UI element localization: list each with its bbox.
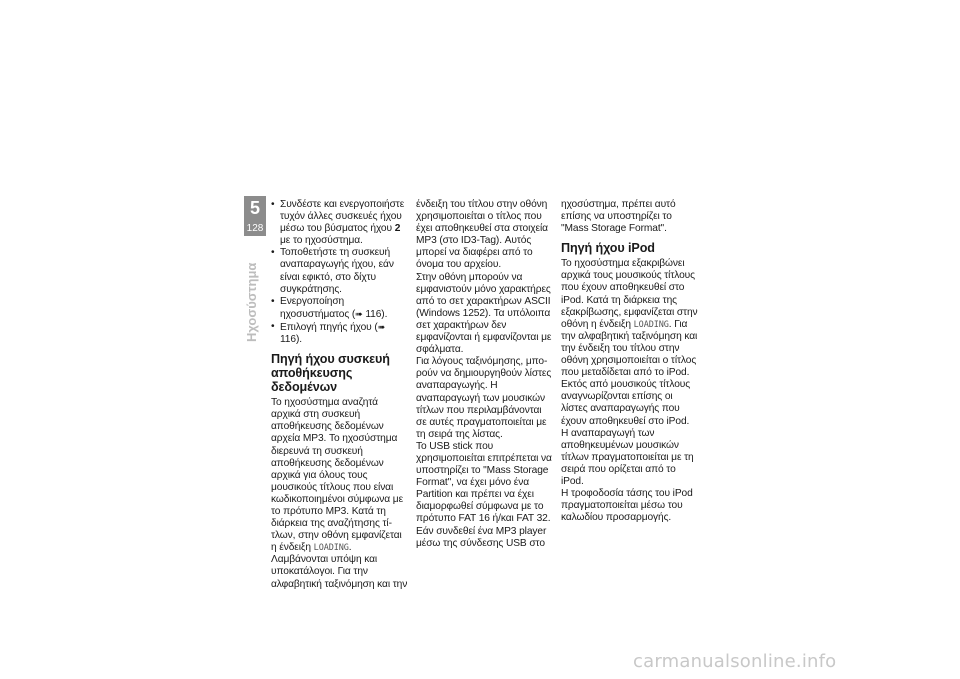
list-item [271, 321, 409, 346]
list-item-text: Συνδέστε και ενεργοποιήστε τυχόν άλλες συσκευές ήχου μέσω του βύσματος ήχου [280, 199, 405, 235]
list-item [271, 296, 409, 321]
paragraph-text: . Λαμβάνονται υπόψη και υποκατάλογοι. Για την αλφαβητική ταξινόμηση και την [271, 542, 408, 590]
column-1 [271, 199, 409, 591]
paragraph: Στην οθόνη μπορούν να εμφανιστούν μόνο χαρακτήρες από το σετ χαρακτήρων ASCII (Windows 1252). Τα υπόλοιπα σετ χαρακτήρων δεν εμφανίζονται ή εμφανίζονται με σφάλματα. [416, 271, 552, 356]
paragraph: Εάν συνδεθεί ένα MP3 player μέσω της σύνδεσης USB στο [416, 525, 547, 549]
page-number: 128 [244, 222, 266, 236]
loading-indicator-text: LOADING [313, 543, 349, 554]
list-item [271, 247, 409, 295]
page-reference-arrow-icon: ➠ [377, 321, 386, 332]
heading-ipod-source: Πηγή ήχου iPod [561, 241, 655, 256]
paragraph-text: Το ηχοσύστημα αναζητά αρχικά στη συσκευή αποθήκευσης δεδομένων αρχεία MP3. Το ηχοσύστημα διερευνά τη συσκευή αποθήκευσης δεδομένων αρχικά για όλους τους μουσικούς τίτλους που είναι κωδικοποιημένοι σύμφωνα με το πρότυπο MP3. Κατά τη διάρκεια της αναζήτησης τίτλων, στην οθόνη εμφανίζεται η ένδειξη [271, 397, 404, 554]
list-item-text: 116). [280, 334, 302, 346]
instruction-list [271, 199, 409, 346]
heading-storage-source: Πηγή ήχου συσκευή αποθήκευσης δεδομένων [271, 352, 390, 395]
paragraph: Για λόγους ταξινόμησης, μπορούν να δημιουργηθούν λίστες αναπαραγωγής. Η αναπαραγωγή των μουσικών τίτλων που περιλαμβάνονται σε αυτές πραγματοποιείται με τη σειρά της λίστας. [416, 356, 552, 440]
list-item-text: Επιλογή πηγής ήχου ( [280, 321, 378, 333]
list-item-text: Τοποθετήστε τη συσκευή αναπαραγωγής ήχου, εάν είναι εφικτό, στο δίχτυ συγκράτησης. [280, 247, 394, 295]
paragraph-text: Το ηχοσύστημα εξακριβώνει αρχικά τους μουσικούς τίτλους που έχουν αποθηκευθεί στο iPod. Κατά τη διάρκεια της εξακρίβωσης, εμφανίζεται στην οθόνη η ένδειξη [561, 258, 698, 330]
column-3 [561, 199, 699, 524]
loading-indicator-text: LOADING [633, 319, 669, 330]
list-item-text: 116). [362, 308, 388, 320]
chapter-number: 5 [244, 196, 266, 236]
paragraph: ηχοσύστημα, πρέπει αυτό επίσης να υποστηρίζει το "Mass Storage Format". [561, 199, 676, 235]
paragraph-text: . Για την αλφαβητική ταξινόμηση και την ένδειξη του τίτλου στην οθόνη χρησιμοποιείται ο τίτλος που μεταδίδεται από το iPod. [561, 318, 698, 379]
paragraph [561, 258, 699, 379]
paragraph [271, 397, 409, 591]
page-reference-arrow-icon: ➠ [355, 308, 363, 319]
paragraph: Η τροφοδοσία τάσης του iPod πραγματοποιείται μέσω του καλωδίου προσαρμογής. [561, 488, 693, 524]
list-item-text: με το ηχοσύστημα. [280, 235, 363, 247]
list-item-bold: 2 [394, 223, 401, 235]
list-item [271, 199, 409, 247]
paragraph: ένδειξη του τίτλου στην οθόνη χρησιμοποιείται ο τίτλος που έχει αποθηκευθεί στα στοιχεία MP3 (στο ID3-Tag). Αυτός μπορεί να διαφέρει από το όνομα του αρχείου. [416, 199, 548, 271]
paragraph: Εκτός από μουσικούς τίτλους αναγνωρίζονται επίσης οι λίστες αναπαραγωγής που έχουν αποθηκευθεί στο iPod. Η αναπαραγωγή των αποθηκευμένων μουσικών τίτλων πραγματοποιείται με τη σειρά που ορίζεται από το iPod. [561, 379, 694, 487]
paragraph: Το USB stick που χρησιμοποιείται επιτρέπεται να υποστηρίζει το "Mass Storage Format", να έχει μόνο ένα Partition και πρέπει να έχει διαμορφωθεί σύμφωνα με το πρότυπο FAT 16 ή/και FAT 32. [416, 440, 552, 525]
list-item-text: Ενεργοποίηση ηχοσυστήματος ( [280, 295, 356, 320]
watermark-link[interactable]: carmanualsonline.info [633, 651, 837, 672]
section-title: Ηχοσύστημα [244, 262, 259, 342]
column-2 [416, 199, 554, 550]
